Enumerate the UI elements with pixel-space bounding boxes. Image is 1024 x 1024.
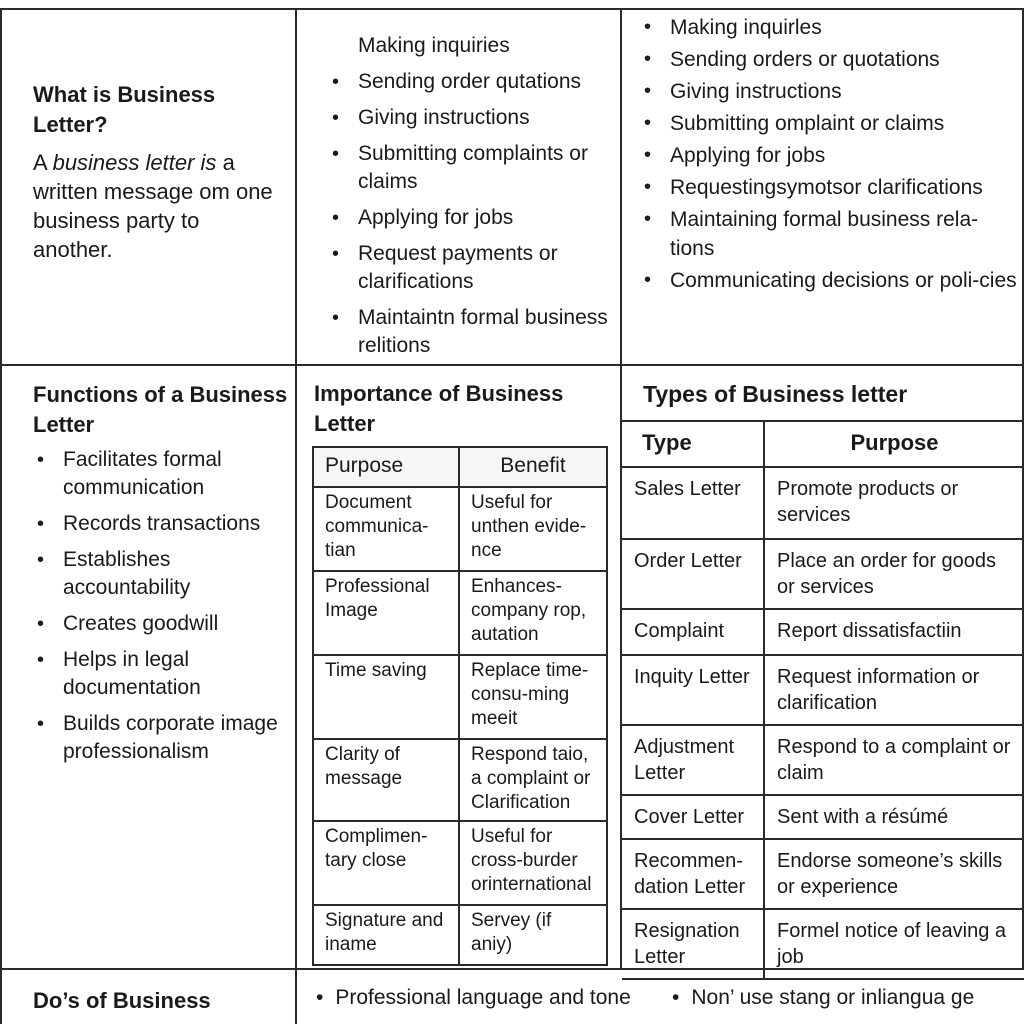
dos-heading: Do’s of Business (33, 988, 211, 1013)
table-row (622, 609, 1024, 655)
type-cell: Resignation Letter (622, 909, 764, 979)
definition-rest: a written message om one business party to another. (33, 150, 273, 262)
list-item: • Request payments or clarifications (328, 240, 620, 296)
table-row (622, 539, 1024, 609)
type-cell: Sales Letter (622, 467, 764, 539)
table-row (313, 655, 607, 739)
purpose-cell: Formel notice of leaving a job (764, 909, 1024, 979)
functions-list (33, 446, 291, 766)
list-item: • Establishes accountability (33, 546, 291, 602)
table-row (622, 839, 1024, 909)
benefit-cell: Respond taio, a complaint or Clarification (459, 739, 607, 821)
list-item: • Giving instructions (640, 77, 1022, 106)
uses-right-section (640, 13, 1022, 298)
grid-line-col1 (295, 8, 297, 1024)
purpose-cell: Request information or clarification (764, 655, 1024, 725)
table-row (622, 725, 1024, 795)
list-item: • Giving instructions (328, 104, 620, 132)
type-cell: Inquity Letter (622, 655, 764, 725)
purpose-cell: Respond to a complaint or claim (764, 725, 1024, 795)
table-header-row (313, 447, 607, 487)
bullet: • (316, 986, 324, 1009)
types-table (622, 420, 1024, 980)
list-item: • Facilitates formal communication (33, 446, 291, 502)
table-row (313, 821, 607, 905)
dos-item-2 (672, 986, 974, 1010)
table-row (313, 739, 607, 821)
purpose-header: Purpose (313, 447, 459, 487)
benefit-header: Benefit (459, 447, 607, 487)
uses-left-list (328, 32, 620, 360)
purpose-cell: Professional Image (313, 571, 459, 655)
purpose-cell: Signature and iname (313, 905, 459, 965)
table-row (622, 909, 1024, 979)
type-cell: Cover Letter (622, 795, 764, 839)
purpose-cell: Time saving (313, 655, 459, 739)
list-item: • Creates goodwill (33, 610, 291, 638)
list-item: • Making inquirles (640, 13, 1022, 42)
benefit-cell: Useful for cross-burder orinternational (459, 821, 607, 905)
list-item: Making inquiries (358, 34, 510, 57)
functions-section (33, 380, 291, 774)
type-header: Type (622, 421, 764, 467)
purpose-header: Purpose (764, 421, 1024, 467)
benefit-cell: Enhances-company rop, autation (459, 571, 607, 655)
table-row (313, 905, 607, 965)
table-row (622, 467, 1024, 539)
uses-left-section (328, 32, 620, 368)
purpose-cell: Sent with a résúmé (764, 795, 1024, 839)
purpose-cell: Promote products or services (764, 467, 1024, 539)
list-item: • Records transactions (33, 510, 291, 538)
uses-right-list (640, 13, 1022, 295)
list-item: • Submitting complaints or claims (328, 140, 620, 196)
type-cell: Complaint (622, 609, 764, 655)
type-cell: Adjustment Letter (622, 725, 764, 795)
list-item: • Requestingsymotsor clarifications (640, 173, 1022, 202)
benefit-cell: Replace time-consu-ming meeit (459, 655, 607, 739)
purpose-cell: Endorse someone’s skills or experience (764, 839, 1024, 909)
definition-italic: business letter is (52, 150, 217, 175)
definition-prefix: A (33, 150, 53, 175)
bullet: • (672, 986, 680, 1009)
list-item: • Helps in legal documentation (33, 646, 291, 702)
table-row (622, 795, 1024, 839)
list-item: • Maintaining formal business rela-tions (640, 205, 1022, 263)
grid-line-top (0, 8, 1024, 10)
dos-item-2-text: Non’ use stang or inliangua ge (691, 986, 975, 1009)
list-item: • Builds corporate image professionalism (33, 710, 291, 766)
importance-heading: Importance of Business Letter (314, 381, 564, 436)
dos-item-1-text: Professional language and tone (335, 986, 631, 1009)
benefit-cell: Useful for unthen evide-nce (459, 487, 607, 571)
what-is-definition (33, 148, 283, 264)
purpose-cell: Place an order for goods or services (764, 539, 1024, 609)
list-item: • Submitting omplaint or claims (640, 109, 1022, 138)
table-row (622, 655, 1024, 725)
type-cell: Recommen-dation Letter (622, 839, 764, 909)
table-row (313, 571, 607, 655)
benefit-cell: Servey (if aniy) (459, 905, 607, 965)
what-is-section (33, 80, 283, 264)
functions-heading: Functions of a Business Letter (33, 382, 288, 437)
list-item: • Sending orders or quotations (640, 45, 1022, 74)
purpose-cell: Clarity of message (313, 739, 459, 821)
list-item: • Communicating decisions or poli-cies (640, 266, 1022, 295)
types-heading: Types of Business letter (643, 381, 908, 407)
table-row (313, 487, 607, 571)
list-item: • Sending order qutations (328, 68, 620, 96)
purpose-cell: Document communica-tian (313, 487, 459, 571)
table-header-row (622, 421, 1024, 467)
purpose-cell: Report dissatisfactiin (764, 609, 1024, 655)
what-is-heading: What is Business Letter? (33, 82, 216, 137)
purpose-cell: Complimen-tary close (313, 821, 459, 905)
list-item: • Maintaintn formal business relitions (328, 304, 620, 360)
grid-line-left (0, 8, 2, 1024)
dos-item-1 (316, 986, 631, 1010)
type-cell: Order Letter (622, 539, 764, 609)
importance-table (312, 446, 608, 966)
list-item: • Applying for jobs (328, 204, 620, 232)
list-item: • Applying for jobs (640, 141, 1022, 170)
